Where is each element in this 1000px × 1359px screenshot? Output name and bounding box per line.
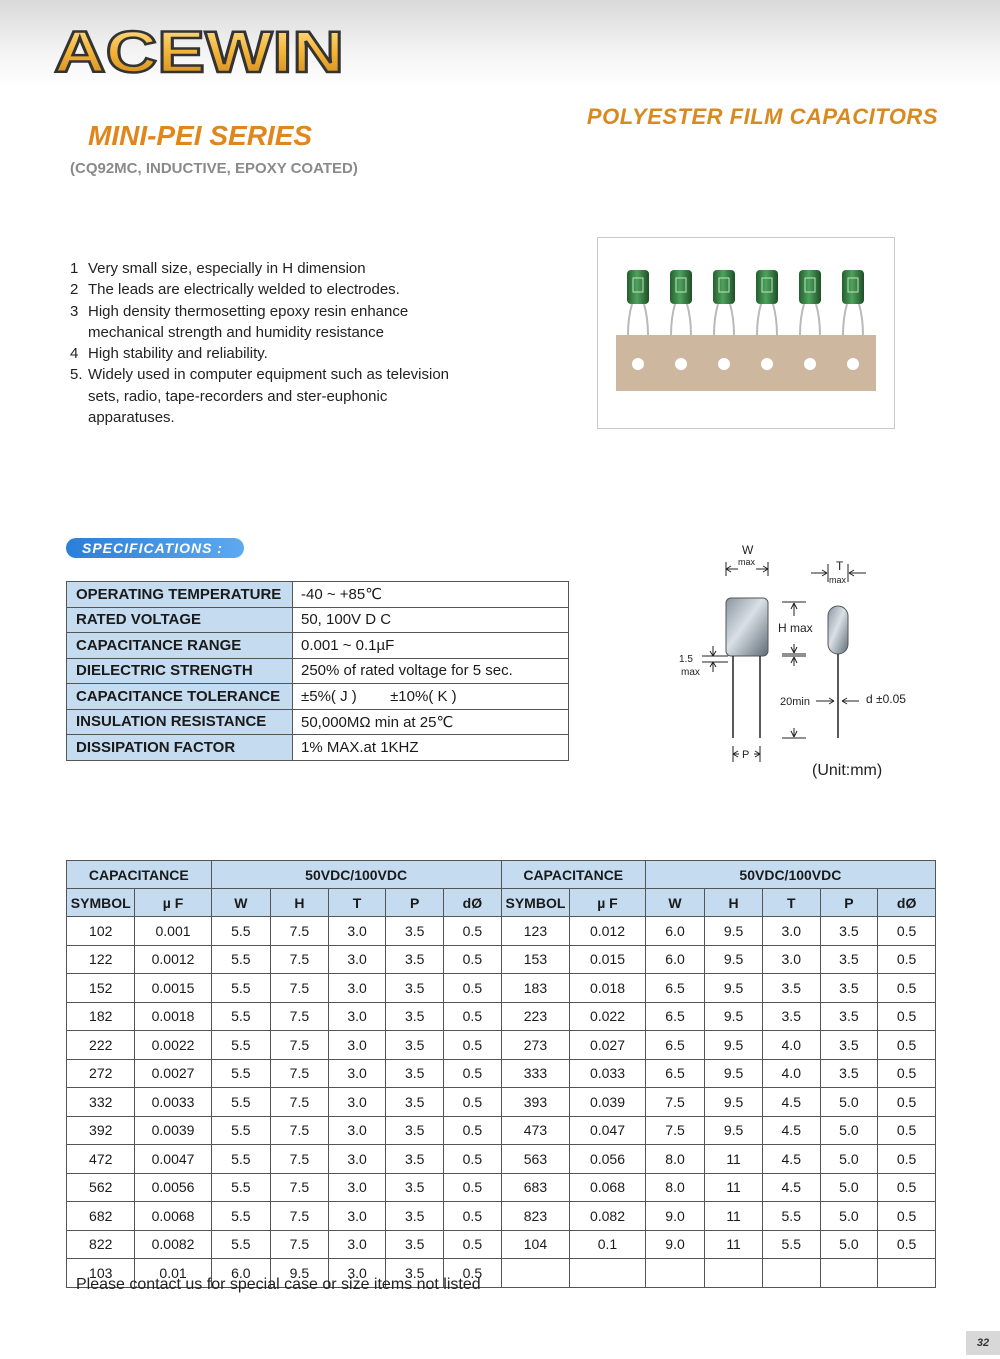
table-cell: 392 <box>67 1116 135 1145</box>
dimension-table-body <box>67 917 936 1288</box>
spec-key: CAPACITANCE RANGE <box>67 633 293 659</box>
table-cell: 0.012 <box>570 917 646 946</box>
table-cell: 4.5 <box>762 1088 820 1117</box>
table-cell: 0.022 <box>570 1002 646 1031</box>
table-cell: 0.5 <box>878 1031 936 1060</box>
table-cell: 7.5 <box>271 1202 329 1231</box>
table-cell: 11 <box>705 1145 763 1174</box>
table-cell: 0.5 <box>878 945 936 974</box>
table-cell: 3.5 <box>820 917 878 946</box>
table-cell: 683 <box>501 1173 569 1202</box>
table-cell: 223 <box>501 1002 569 1031</box>
table-cell: 0.047 <box>570 1116 646 1145</box>
table-cell: 7.5 <box>271 1116 329 1145</box>
table-cell: 0.0082 <box>135 1230 211 1259</box>
table-cell: 7.5 <box>645 1116 704 1145</box>
table-cell: 3.5 <box>386 1230 444 1259</box>
table-cell: 7.5 <box>271 1059 329 1088</box>
table-cell: 0.5 <box>444 1145 502 1174</box>
table-cell: 3.0 <box>328 1031 386 1060</box>
table-cell: 3.5 <box>820 974 878 1003</box>
p-label: P <box>742 749 750 761</box>
table-cell: 273 <box>501 1031 569 1060</box>
table-cell: 7.5 <box>271 1230 329 1259</box>
table-cell: 0.5 <box>878 1173 936 1202</box>
table-cell: 0.5 <box>878 1230 936 1259</box>
table-cell: 3.5 <box>820 945 878 974</box>
column-header: SYMBOL <box>501 889 569 917</box>
table-cell: 7.5 <box>645 1088 704 1117</box>
lead-top-label: 1.5 <box>679 654 693 665</box>
table-cell: 0.0022 <box>135 1031 211 1060</box>
table-cell: 562 <box>67 1173 135 1202</box>
table-cell: 6.5 <box>645 1031 704 1060</box>
table-cell: 9.5 <box>705 1088 763 1117</box>
table-row <box>67 945 936 974</box>
table-row <box>67 974 936 1003</box>
table-row <box>67 1116 936 1145</box>
table-cell: 9.5 <box>705 917 763 946</box>
table-cell <box>645 1259 704 1288</box>
spec-value: 1% MAX.at 1KHZ <box>293 735 569 761</box>
table-cell: 9.5 <box>705 1059 763 1088</box>
group-header: CAPACITANCE <box>67 861 212 889</box>
table-cell: 3.0 <box>328 917 386 946</box>
table-cell: 5.0 <box>820 1116 878 1145</box>
table-cell: 4.0 <box>762 1031 820 1060</box>
table-cell: 3.5 <box>386 945 444 974</box>
column-header-row <box>67 889 936 917</box>
spec-key: CAPACITANCE TOLERANCE <box>67 684 293 710</box>
table-cell: 9.5 <box>705 1116 763 1145</box>
table-cell: 823 <box>501 1202 569 1231</box>
feature-list <box>70 258 470 428</box>
table-cell: 4.5 <box>762 1173 820 1202</box>
spec-key: INSULATION RESISTANCE <box>67 709 293 735</box>
feature-item <box>70 279 470 300</box>
feature-number: 3 <box>70 302 79 320</box>
table-cell: 0.5 <box>444 1088 502 1117</box>
table-cell: 5.5 <box>211 917 270 946</box>
table-cell: 104 <box>501 1230 569 1259</box>
column-header: SYMBOL <box>67 889 135 917</box>
table-cell: 6.5 <box>645 1059 704 1088</box>
capacitor-tape-image <box>598 238 894 428</box>
table-cell: 0.5 <box>878 917 936 946</box>
table-cell: 0.5 <box>444 917 502 946</box>
table-cell: 563 <box>501 1145 569 1174</box>
product-photo <box>597 237 895 429</box>
table-cell: 6.5 <box>645 1002 704 1031</box>
table-cell: 3.0 <box>328 1202 386 1231</box>
specifications-label: SPECIFICATIONS : <box>66 538 244 558</box>
table-cell: 0.018 <box>570 974 646 1003</box>
spec-value: -40 ~ +85℃ <box>293 582 569 608</box>
table-cell: 3.5 <box>820 1059 878 1088</box>
table-cell: 7.5 <box>271 945 329 974</box>
table-cell: 222 <box>67 1031 135 1060</box>
table-cell: 0.5 <box>444 1259 502 1288</box>
spec-row <box>67 633 569 659</box>
table-cell: 472 <box>67 1145 135 1174</box>
feature-text: The leads are electrically welded to electrodes. <box>88 281 400 299</box>
column-header: P <box>386 889 444 917</box>
table-cell: 5.5 <box>211 1031 270 1060</box>
table-cell: 7.5 <box>271 1173 329 1202</box>
capacitor-body-side <box>828 606 848 654</box>
spec-key: DIELECTRIC STRENGTH <box>67 658 293 684</box>
feature-text: Very small size, especially in H dimension <box>88 260 366 277</box>
table-cell: 4.5 <box>762 1116 820 1145</box>
table-cell: 7.5 <box>271 1031 329 1060</box>
table-cell: 103 <box>67 1259 135 1288</box>
table-cell: 0.5 <box>444 1002 502 1031</box>
table-cell: 3.5 <box>386 1031 444 1060</box>
table-cell: 3.5 <box>762 974 820 1003</box>
feature-item <box>70 343 470 364</box>
table-cell: 6.0 <box>645 917 704 946</box>
lead-bottom-label: max <box>681 667 700 678</box>
table-cell: 0.5 <box>444 1173 502 1202</box>
table-cell: 0.01 <box>135 1259 211 1288</box>
table-cell: 3.0 <box>328 945 386 974</box>
table-cell: 3.5 <box>386 1002 444 1031</box>
column-header: µ F <box>135 889 211 917</box>
table-cell: 3.0 <box>328 1145 386 1174</box>
table-cell: 3.0 <box>762 917 820 946</box>
feature-number: 1 <box>70 260 79 277</box>
column-header: W <box>211 889 270 917</box>
table-cell: 0.5 <box>444 1116 502 1145</box>
spec-value: 0.001 ~ 0.1µF <box>293 633 569 659</box>
specifications-table <box>66 581 569 761</box>
unit-note: (Unit:mm) <box>812 762 883 779</box>
table-cell: 0.0047 <box>135 1145 211 1174</box>
table-cell <box>570 1259 646 1288</box>
table-cell: 153 <box>501 945 569 974</box>
spec-row <box>67 607 569 633</box>
table-cell <box>820 1259 878 1288</box>
column-header: dØ <box>444 889 502 917</box>
acewin-logo <box>52 22 352 80</box>
table-cell: 272 <box>67 1059 135 1088</box>
feature-text: Widely used in computer equipment such as television sets, radio, tape-recorders and ster-euphonic apparatuses. <box>88 366 450 427</box>
table-cell: 3.0 <box>328 1116 386 1145</box>
table-cell: 3.0 <box>328 1059 386 1088</box>
table-cell: 3.5 <box>762 1002 820 1031</box>
group-header: CAPACITANCE <box>501 861 645 889</box>
table-cell: 9.0 <box>645 1202 704 1231</box>
group-header: 50VDC/100VDC <box>645 861 935 889</box>
feature-text: High density thermosetting epoxy resin enhance mechanical strength and humidity resistance <box>88 302 409 341</box>
table-cell: 3.5 <box>386 1259 444 1288</box>
table-cell: 0.5 <box>444 1031 502 1060</box>
table-cell: 0.5 <box>444 945 502 974</box>
table-cell: 5.5 <box>762 1202 820 1231</box>
table-cell: 7.5 <box>271 1002 329 1031</box>
table-cell: 6.5 <box>645 974 704 1003</box>
table-cell: 5.5 <box>211 974 270 1003</box>
logo-text: ACEWIN <box>54 22 344 80</box>
table-cell: 122 <box>67 945 135 974</box>
table-cell: 182 <box>67 1002 135 1031</box>
spec-row <box>67 709 569 735</box>
feature-item <box>70 301 470 344</box>
table-cell: 102 <box>67 917 135 946</box>
table-row <box>67 1173 936 1202</box>
table-cell: 152 <box>67 974 135 1003</box>
table-cell: 0.5 <box>878 1059 936 1088</box>
spec-row <box>67 658 569 684</box>
table-cell: 3.0 <box>328 974 386 1003</box>
table-cell: 7.5 <box>271 1088 329 1117</box>
table-cell: 9.5 <box>705 1002 763 1031</box>
table-cell: 11 <box>705 1173 763 1202</box>
table-cell: 0.5 <box>878 1145 936 1174</box>
table-cell: 3.0 <box>328 1259 386 1288</box>
table-cell: 0.039 <box>570 1088 646 1117</box>
table-cell: 0.5 <box>878 1202 936 1231</box>
column-header: P <box>820 889 878 917</box>
page-number: 32 <box>966 1331 1000 1355</box>
table-row <box>67 1031 936 1060</box>
table-row <box>67 1059 936 1088</box>
table-cell: 0.033 <box>570 1059 646 1088</box>
table-cell: 3.5 <box>386 917 444 946</box>
table-cell: 0.0018 <box>135 1002 211 1031</box>
spec-value: ±5%( J ) ±10%( K ) <box>293 684 569 710</box>
column-header: µ F <box>570 889 646 917</box>
table-cell: 5.5 <box>211 1145 270 1174</box>
table-cell: 9.5 <box>705 1031 763 1060</box>
table-cell: 5.5 <box>211 1173 270 1202</box>
spec-row <box>67 582 569 608</box>
table-cell: 5.5 <box>211 945 270 974</box>
table-cell: 473 <box>501 1116 569 1145</box>
column-header: W <box>645 889 704 917</box>
table-cell: 0.5 <box>878 974 936 1003</box>
table-cell: 5.5 <box>762 1230 820 1259</box>
table-cell: 0.0015 <box>135 974 211 1003</box>
table-cell: 9.5 <box>705 974 763 1003</box>
table-cell: 0.5 <box>444 974 502 1003</box>
column-header: H <box>705 889 763 917</box>
spec-value: 50,000MΩ min at 25℃ <box>293 709 569 735</box>
table-cell: 9.5 <box>271 1259 329 1288</box>
table-cell: 3.0 <box>762 945 820 974</box>
table-cell: 333 <box>501 1059 569 1088</box>
table-cell: 5.5 <box>211 1059 270 1088</box>
table-cell: 5.5 <box>211 1088 270 1117</box>
table-cell <box>762 1259 820 1288</box>
series-title: MINI-PEI SERIES <box>88 120 313 151</box>
table-row <box>67 917 936 946</box>
table-row <box>67 1230 936 1259</box>
column-header: dØ <box>878 889 936 917</box>
diameter-label: d ±0.05 <box>866 692 906 706</box>
table-cell: 8.0 <box>645 1173 704 1202</box>
table-cell: 7.5 <box>271 1145 329 1174</box>
table-cell: 5.0 <box>820 1145 878 1174</box>
table-cell: 9.0 <box>645 1230 704 1259</box>
spec-key: RATED VOLTAGE <box>67 607 293 633</box>
footer-note: Please contact us for special case or size items not listed <box>76 1276 481 1293</box>
table-cell: 0.5 <box>444 1230 502 1259</box>
t-sub-label: max <box>829 575 847 585</box>
table-cell: 3.5 <box>386 974 444 1003</box>
table-cell: 7.5 <box>271 917 329 946</box>
column-header: T <box>328 889 386 917</box>
table-cell: 0.0027 <box>135 1059 211 1088</box>
table-row <box>67 1088 936 1117</box>
w-sub-label: max <box>738 557 756 567</box>
table-cell: 6.0 <box>645 945 704 974</box>
table-cell: 0.0056 <box>135 1173 211 1202</box>
table-cell: 5.0 <box>820 1230 878 1259</box>
feature-text: High stability and reliability. <box>88 345 268 363</box>
h-max-label: H max <box>778 621 813 635</box>
feature-item <box>70 364 470 428</box>
table-cell: 3.0 <box>328 1002 386 1031</box>
table-cell: 393 <box>501 1088 569 1117</box>
t-label: T <box>836 559 844 573</box>
table-cell: 6.0 <box>211 1259 270 1288</box>
table-row <box>67 1202 936 1231</box>
table-cell: 3.5 <box>386 1202 444 1231</box>
table-cell: 4.0 <box>762 1059 820 1088</box>
table-cell: 3.5 <box>820 1031 878 1060</box>
product-title: POLYESTER FILM CAPACITORS <box>586 104 938 129</box>
table-cell: 0.5 <box>444 1202 502 1231</box>
table-cell: 0.001 <box>135 917 211 946</box>
table-cell: 0.0068 <box>135 1202 211 1231</box>
spec-row <box>67 684 569 710</box>
table-cell: 0.0033 <box>135 1088 211 1117</box>
table-cell: 0.082 <box>570 1202 646 1231</box>
table-cell: 0.5 <box>444 1059 502 1088</box>
table-cell: 3.0 <box>328 1088 386 1117</box>
group-header: 50VDC/100VDC <box>211 861 501 889</box>
table-cell: 5.0 <box>820 1088 878 1117</box>
table-cell: 0.027 <box>570 1031 646 1060</box>
table-cell: 0.5 <box>878 1116 936 1145</box>
table-cell: 3.5 <box>386 1116 444 1145</box>
table-cell: 0.015 <box>570 945 646 974</box>
table-cell: 183 <box>501 974 569 1003</box>
table-cell: 0.068 <box>570 1173 646 1202</box>
table-cell: 332 <box>67 1088 135 1117</box>
spec-value: 50, 100V D C <box>293 607 569 633</box>
table-cell: 0.0039 <box>135 1116 211 1145</box>
table-cell: 0.1 <box>570 1230 646 1259</box>
dimension-table <box>66 860 936 1288</box>
feature-number: 5. <box>70 366 83 384</box>
table-cell: 5.5 <box>211 1116 270 1145</box>
table-cell: 822 <box>67 1230 135 1259</box>
table-cell: 3.0 <box>328 1230 386 1259</box>
table-cell: 3.5 <box>386 1173 444 1202</box>
table-cell: 3.5 <box>820 1002 878 1031</box>
table-cell: 4.5 <box>762 1145 820 1174</box>
spec-value: 250% of rated voltage for 5 sec. <box>293 658 569 684</box>
series-subtitle: (CQ92MC, INDUCTIVE, EPOXY COATED) <box>70 160 358 177</box>
table-cell: 8.0 <box>645 1145 704 1174</box>
feature-item <box>70 258 470 279</box>
table-cell: 3.5 <box>386 1145 444 1174</box>
table-cell <box>878 1259 936 1288</box>
table-cell: 3.0 <box>328 1173 386 1202</box>
table-cell: 0.0012 <box>135 945 211 974</box>
table-cell <box>501 1259 569 1288</box>
table-cell: 9.5 <box>705 945 763 974</box>
dimension-diagram <box>676 540 926 765</box>
group-header-row <box>67 861 936 889</box>
lead-length-label: 20min <box>780 696 810 708</box>
table-cell: 5.0 <box>820 1202 878 1231</box>
table-cell: 5.5 <box>211 1202 270 1231</box>
column-header: H <box>271 889 329 917</box>
table-cell: 11 <box>705 1230 763 1259</box>
table-cell: 3.5 <box>386 1088 444 1117</box>
table-cell: 7.5 <box>271 974 329 1003</box>
spec-key: DISSIPATION FACTOR <box>67 735 293 761</box>
table-cell: 682 <box>67 1202 135 1231</box>
column-header: T <box>762 889 820 917</box>
table-cell: 5.5 <box>211 1230 270 1259</box>
table-cell: 11 <box>705 1202 763 1231</box>
feature-number: 2 <box>70 281 79 299</box>
capacitor-body-front <box>726 598 768 656</box>
spec-row <box>67 735 569 761</box>
table-cell: 5.0 <box>820 1173 878 1202</box>
table-cell <box>705 1259 763 1288</box>
w-label: W <box>742 543 754 557</box>
feature-number: 4 <box>70 345 79 363</box>
table-row <box>67 1002 936 1031</box>
table-cell: 3.5 <box>386 1059 444 1088</box>
table-row <box>67 1145 936 1174</box>
table-cell: 123 <box>501 917 569 946</box>
table-cell: 0.056 <box>570 1145 646 1174</box>
table-cell: 0.5 <box>878 1088 936 1117</box>
table-cell: 0.5 <box>878 1002 936 1031</box>
spec-key: OPERATING TEMPERATURE <box>67 582 293 608</box>
table-cell: 5.5 <box>211 1002 270 1031</box>
